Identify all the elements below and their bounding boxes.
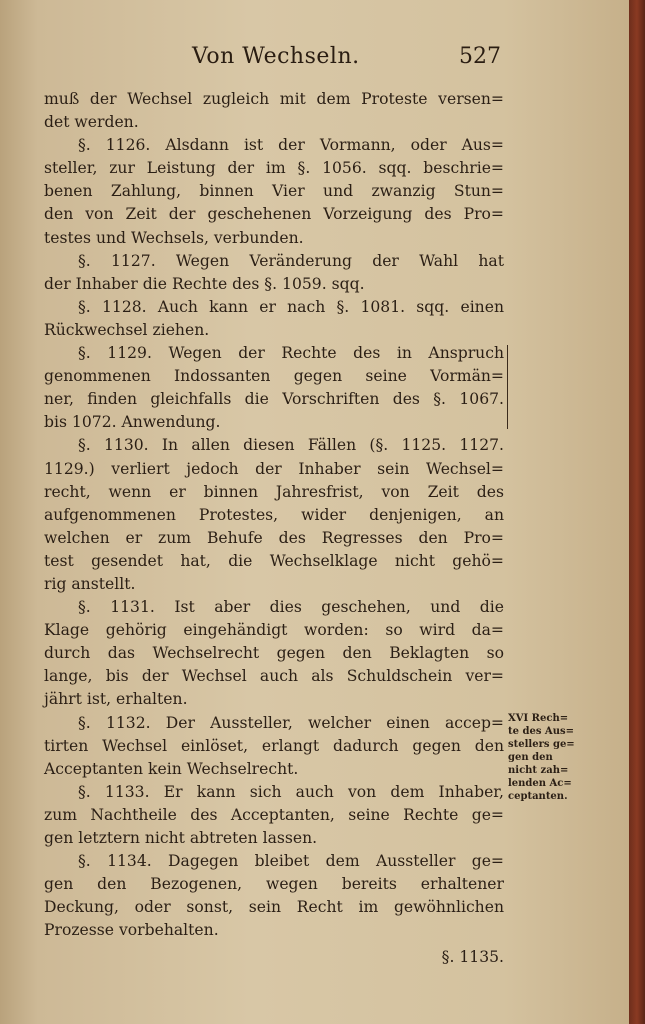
margin-note-line: nicht zah= [508,765,569,776]
text-line: aufgenommenen Protestes, wider denjenigen, an [44,505,504,524]
text-line: ner, finden gleichfalls die Vorschriften des §. 1067. [44,390,504,409]
page-header [44,44,504,74]
text-line: Acceptanten kein Wechselrecht. [44,759,299,778]
text-line: muß der Wechsel zugleich mit dem Proteste versen= [44,90,504,108]
running-title: Von Wechseln. [192,44,360,69]
text-line: §. 1128. Auch kann er nach §. 1081. sqq. einen [78,297,504,316]
text-line: §. 1133. Er kann sich auch von dem Inhaber, [78,782,504,801]
text-line: Rückwechsel ziehen. [44,320,210,339]
margin-note-line: lenden Ac= [508,778,572,789]
text-line: genommenen Indossanten gegen seine Vormän= [44,367,504,386]
margin-note-line: ceptanten. [508,791,568,802]
text-line: recht, wenn er binnen Jahresfrist, von Zeit des [44,482,504,501]
text-line: §. 1132. Der Aussteller, welcher einen accep= [78,713,504,732]
text-line: 1129.) verliert jedoch der Inhaber sein Wechsel= [44,459,504,478]
text-line: det werden. [44,113,139,132]
catchword: §. 1135. [441,948,504,967]
margin-note-line: te des Aus= [508,726,574,737]
text-line: steller, zur Leistung der im §. 1056. sqq. beschrie= [44,159,504,178]
text-line: rig anstellt. [44,574,136,593]
text-line: welchen er zum Behufe des Regresses den Pro= [44,528,504,547]
text-line: Prozesse vorbehalten. [44,921,219,940]
text-line: §. 1129. Wegen der Rechte des in Anspruch [78,344,504,363]
text-line: §. 1130. In allen diesen Fällen (§. 1125. 1127. [78,436,504,455]
page-number: 527 [459,44,501,69]
text-line: den von Zeit der geschehenen Vorzeigung des Pro= [44,205,504,224]
margin-note-line: gen den [508,752,553,763]
text-line: §. 1126. Alsdann ist der Vormann, oder Aus= [78,136,504,155]
text-line: gen letztern nicht abtreten lassen. [44,829,318,847]
text-line: durch das Wechselrecht gegen den Beklagten so [44,644,504,663]
text-line: Klage gehörig eingehändigt worden: so wird da= [44,621,504,640]
text-line: §. 1127. Wegen Veränderung der Wahl hat [78,251,504,270]
text-line: der Inhaber die Rechte des §. 1059. sqq. [44,274,365,293]
text-line: tirten Wechsel einlöset, erlangt dadurch gegen den [44,736,504,755]
text-line: gen den Bezogenen, wegen bereits erhaltener [44,875,504,894]
book-spine [629,0,645,1024]
text-line: lange, bis der Wechsel auch als Schuldschein ver= [44,667,504,686]
text-line: §. 1134. Dagegen bleibet dem Aussteller ge= [78,852,504,871]
margin-note [508,712,598,803]
text-line: testes und Wechsels, verbunden. [44,228,304,247]
text-line: bis 1072. Anwendung. [44,413,221,432]
text-line: benen Zahlung, binnen Vier und zwanzig Stun= [44,182,504,201]
body-text [44,88,504,970]
text-line: Deckung, oder sonst, sein Recht im gewöhnlichen [44,898,504,917]
text-line: jährt ist, erhalten. [44,690,188,709]
text-line: §. 1131. Ist aber dies geschehen, und die [78,598,504,617]
text-line: zum Nachtheile des Acceptanten, seine Rechte ge= [44,805,504,824]
margin-note-line: XVI Rech= [508,713,569,724]
margin-note-line: stellers ge= [508,739,575,750]
text-line: test gesendet hat, die Wechselklage nicht gehö= [44,551,504,570]
